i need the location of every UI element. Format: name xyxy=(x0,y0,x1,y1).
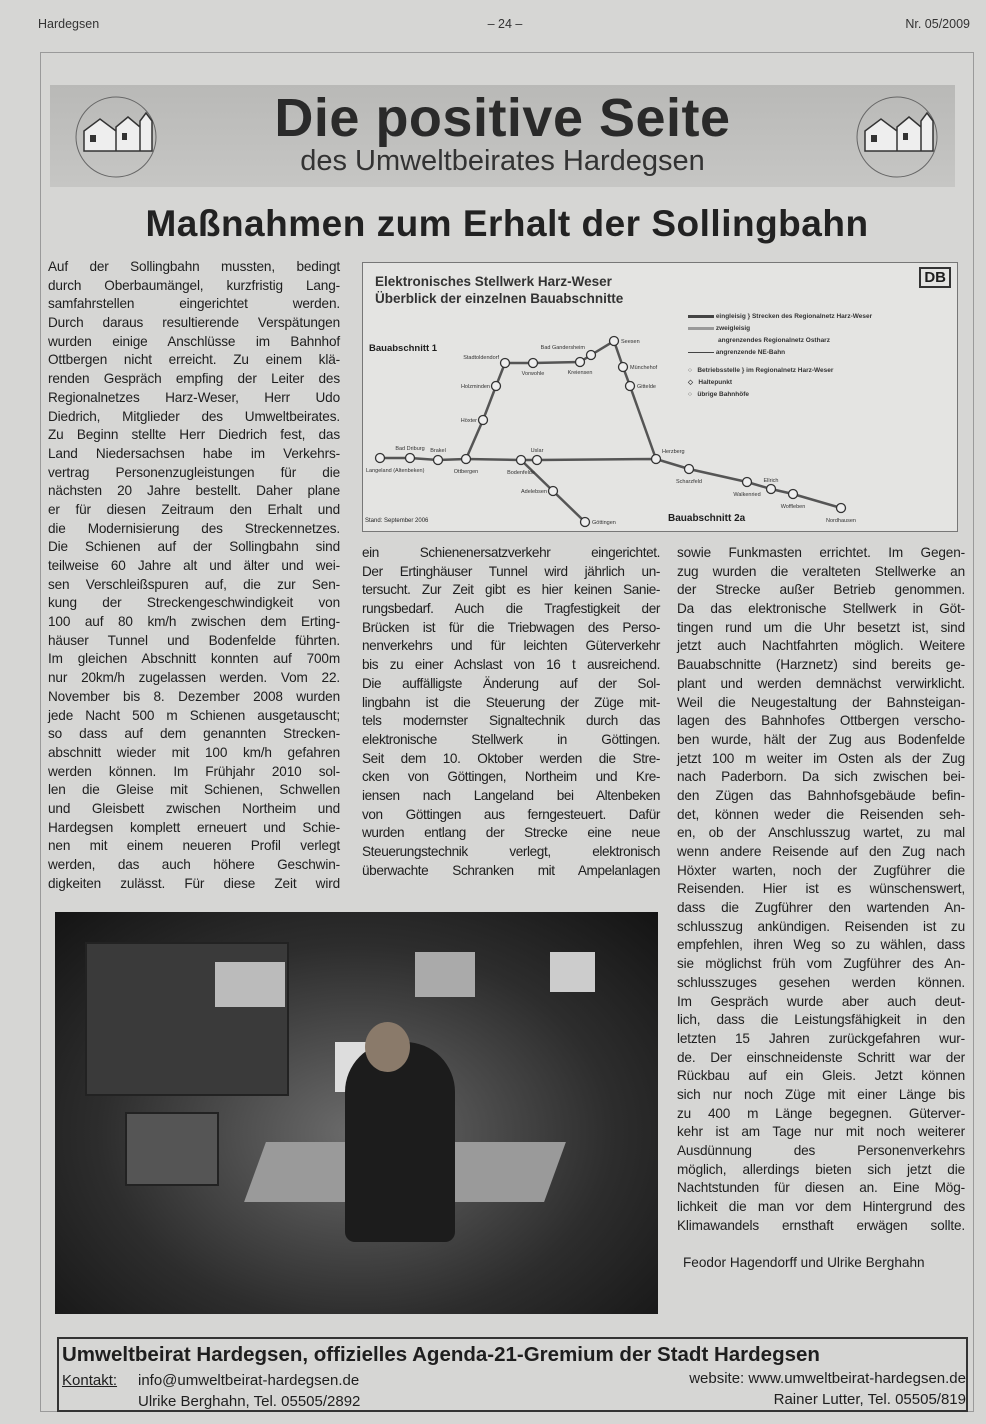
text-line: so dass auf dem genannten Strecken- xyxy=(48,726,340,742)
text-line: Regionalnetzes Harz-Weser, Herr Udo xyxy=(48,389,340,405)
station-marker xyxy=(549,487,558,496)
text-line: sie möglichst früh vom Zugführer des An- xyxy=(677,956,965,972)
banner-title: Die positive Seite xyxy=(274,88,731,148)
article-column-2 xyxy=(362,544,660,880)
text-line: jetzt 100 m weiter im Osten als der Zug xyxy=(677,750,965,766)
text-line: werden können. Im Frühjahr 2010 sol- xyxy=(48,763,340,779)
legend-uebrige: übrige Bahnhöfe xyxy=(697,391,749,398)
text-line: Hardegsen komplett erneuert und Schie- xyxy=(48,819,340,835)
station-label: Höxter xyxy=(460,418,477,424)
station-label: Brakel xyxy=(430,448,446,454)
text-line: 100 auf 80 km/h zwischen dem Erting- xyxy=(48,614,340,630)
station-marker xyxy=(462,455,471,464)
text-line: Rückbau auf ein Gleis. Jetzt können xyxy=(677,1068,965,1084)
contact-person-2: Rainer Lutter, Tel. 05505/819 xyxy=(773,1391,966,1408)
page-number: – 24 – xyxy=(487,17,523,31)
text-line: sowie Funkmasten errichtet. Im Gegen- xyxy=(677,545,965,560)
footer-title: Umweltbeirat Hardegsen, offizielles Agenda-21-Gremium der Stadt Hardegsen xyxy=(62,1343,820,1366)
text-line: zug wurden die veralteten Stellwerke an xyxy=(677,563,965,579)
map-subtitle: Überblick der einzelnen Bauabschnitte xyxy=(375,291,624,306)
station-marker xyxy=(685,465,694,474)
text-line: Reisenden. Hier ist es wünschenswert, xyxy=(677,881,965,897)
station-label: Walkenried xyxy=(733,492,761,498)
text-line: dass die Zugführer den wartenden An- xyxy=(677,900,965,916)
station-marker xyxy=(492,382,501,391)
station-label: Langeland (Altenbeken) xyxy=(366,468,425,474)
text-line: de. Der einschneidenste Schritt war der xyxy=(677,1049,965,1065)
text-line: zu 400 m Länge begegnen. Güterver- xyxy=(677,1105,965,1121)
map-title: Elektronisches Stellwerk Harz-Weser xyxy=(375,274,612,289)
text-line: jetzt auch Nachtfahrten möglich. Weitere xyxy=(677,638,965,654)
control-room-photo xyxy=(55,912,658,1314)
station-marker xyxy=(533,456,542,465)
station-marker xyxy=(789,490,798,499)
text-line: nen mit einem neueren Profil verlegt xyxy=(48,838,340,854)
text-line: Höxter warten, noch der Zugführer die xyxy=(677,862,965,878)
text-line: kung der Streckengeschwindigkeit von xyxy=(48,595,340,611)
text-line: Weil die Neugestaltung der Bahnsteigan- xyxy=(677,694,965,710)
text-line: iensen nach Langeland bei Altenbeken xyxy=(362,787,660,803)
text-line: lichkeit die man vor dem Hintergrund des xyxy=(677,1199,965,1215)
article-column-1 xyxy=(48,258,340,893)
text-line: bis zu einer Achslast von 16 t ausreichend. xyxy=(362,657,660,673)
text-line: nenverkehrs und für leichten Güterverkehr xyxy=(362,638,660,654)
text-line: Im gleichen Abschnitt konnten auf 700m xyxy=(48,651,340,667)
text-line: Der Ertinghäuser Tunnel wird jährlich un- xyxy=(362,563,660,579)
station-label: Uslar xyxy=(530,448,544,454)
station-label: Münchehof xyxy=(630,365,658,371)
text-line: cken von Göttingen, Northeim und Kre- xyxy=(362,769,660,785)
text-line: rungsbedarf. Auch die Tragfestigkeit der xyxy=(362,601,660,617)
station-marker xyxy=(837,504,846,513)
station-label: Göttingen xyxy=(592,520,616,526)
article-author: Feodor Hagendorff und Ulrike Berghahn xyxy=(683,1255,925,1270)
station-label: Gittelde xyxy=(637,384,656,390)
text-line: möglich, allerdings bieten sich jetzt die xyxy=(677,1161,965,1177)
text-line: er für diesen Zeitraum den Erhalt und xyxy=(48,501,340,517)
article-column-3 xyxy=(677,544,965,1235)
station-marker xyxy=(406,454,415,463)
legend-double-track: zweigleisig xyxy=(715,325,751,332)
db-logo: DB xyxy=(919,267,951,288)
station-label: Herzberg xyxy=(662,449,685,455)
station-label: Scharzfeld xyxy=(676,479,702,485)
text-line: häuser Tunnel und Bodenfelde führten. xyxy=(48,632,340,648)
map-stand: Stand: September 2006 xyxy=(365,518,429,524)
station-marker xyxy=(434,456,443,465)
text-line: Ottbergen nicht erreicht. Zu einem klä- xyxy=(48,352,340,368)
text-line: vertrag Personenzugleistungen für die xyxy=(48,464,340,480)
station-marker xyxy=(652,455,661,464)
text-line: Seit dem 10. Oktober werden die Stre- xyxy=(362,750,660,766)
legend-haltepunkt: Haltepunkt xyxy=(698,379,733,386)
text-line: wurden entlang der Strecke eine neue xyxy=(362,825,660,841)
station-marker xyxy=(767,485,776,494)
station-marker xyxy=(479,416,488,425)
text-line: Bauabschnitte (Harznetz) sind bereits ge- xyxy=(677,657,965,673)
contact-person: Ulrike Berghahn, Tel. 05505/2892 xyxy=(138,1393,361,1410)
text-line: ben wurde, hält der Zug aus Bodenfelde xyxy=(677,731,965,747)
article-headline: Maßnahmen zum Erhalt der Sollingbahn xyxy=(145,203,869,244)
station-marker xyxy=(619,363,628,372)
text-line: wenn andere Reisende auf den Zug nach xyxy=(677,844,965,859)
text-line: durch Oberbaumängel, kurzfristig Lang- xyxy=(48,277,340,293)
text-line: Klimawandels ernsthaft erwägen sollte. xyxy=(677,1217,965,1233)
station-label: Ottbergen xyxy=(453,469,479,475)
station-label: Bad Driburg xyxy=(395,446,425,452)
text-line: und Gleisbett zwischen Northeim und xyxy=(48,800,340,816)
station-label: Woffleben xyxy=(780,504,806,510)
text-line: tels modernster Signaltechnik durch das xyxy=(362,713,660,729)
text-line: teilweise 60 Jahre alt und älter und wei- xyxy=(48,558,340,573)
text-line: November bis 8. Dezember 2008 wurden xyxy=(48,688,340,704)
station-marker xyxy=(626,382,635,391)
text-line: empfehlen, ihren Weg so zu wählen, dass xyxy=(677,937,965,953)
legend-ostharz: angrenzendes Regionalnetz Ostharz xyxy=(718,337,830,344)
text-line: en, ob der Anschlusszug wartet, zu mal xyxy=(677,825,965,841)
text-line: Steuerungstechnik verlegt, elektronisch xyxy=(362,844,660,859)
text-line: die Modernisierung des Streckennetzes. xyxy=(48,520,340,536)
text-line: sen Verschleißspuren auf, die zur Sen- xyxy=(48,576,340,592)
station-marker xyxy=(529,359,538,368)
text-line: lingbahn ist die Steuerung der Züge mit- xyxy=(362,694,660,710)
station-marker xyxy=(743,478,752,487)
map-legend: eingleisig } Strecken des Regionalnetz Harz-Weser zweigleisig angrenzendes Regionalnetz Ostharz angrenzende NE-Bahn ○ Betriebsstelle } im Regionalnetz Harz-Weser ◇ Haltepunkt ○ übrige Bahnhöfe xyxy=(688,313,873,398)
text-line: nächsten 20 Jahre bestellt. Daher plane xyxy=(48,483,340,499)
station-marker xyxy=(581,518,590,527)
contact-label: Kontakt: xyxy=(62,1372,118,1389)
station-marker xyxy=(501,359,510,368)
text-line: Diedrich, Mitglieder des Umweltbeirates. xyxy=(48,408,340,424)
legend-im-regionalnetz: im Regionalnetz Harz-Weser xyxy=(746,367,834,374)
station-label: Stadtoldendorf xyxy=(463,355,499,361)
map-network xyxy=(363,263,959,533)
station-label: Adelebsen xyxy=(521,489,547,495)
station-label: Vorwohle xyxy=(521,371,545,377)
text-line: schlusszug ankündigen. Reisenden ist zu xyxy=(677,918,965,934)
text-line: len die Gleise mit Schienen, Schwellen xyxy=(48,782,340,798)
railway-map xyxy=(362,262,958,532)
text-line: elektronische Stellwerk in Göttingen. xyxy=(362,731,660,747)
banner-subtitle: des Umweltbeirates Hardegsen xyxy=(300,145,705,177)
text-line: wurden einige Anschlüsse im Bahnhof xyxy=(48,333,340,349)
text-line: Da das elektronische Stellwerk in Göt- xyxy=(677,601,965,617)
banner xyxy=(50,85,955,187)
issue-number: Nr. 05/2009 xyxy=(905,17,970,31)
text-line: Auf der Sollingbahn mussten, bedingt xyxy=(48,259,340,274)
station-marker xyxy=(576,358,585,367)
text-line: det, können weder die Reisenden seh- xyxy=(677,806,965,822)
station-label: Bad Gandersheim xyxy=(540,345,585,351)
text-line: samfahrstellen eingerichtet werden. xyxy=(48,296,340,312)
header-town: Hardegsen xyxy=(38,17,100,31)
text-line: digkeiten zulässt. Für diese Zeit wird xyxy=(48,875,340,891)
text-line: von Göttingen aus ferngesteuert. Dafür xyxy=(362,806,660,822)
text-line: letzten 15 Jahren zurückgefahren wur- xyxy=(677,1030,965,1046)
footer-box xyxy=(57,1337,968,1412)
legend-single-track: eingleisig xyxy=(715,313,746,320)
text-line: werden, das auch höhere Geschwin- xyxy=(48,857,340,872)
station-marker xyxy=(587,351,596,360)
station-label: Kreiensen xyxy=(567,370,593,376)
legend-strecken: Strecken des Regionalnetz Harz-Weser xyxy=(751,313,873,320)
text-line: ein Schienenersatzverkehr eingerichtet. xyxy=(362,545,660,560)
text-line: plant und werden demnächst verwirklicht. xyxy=(677,675,965,691)
text-line: kehr ist am Tage nur mit noch weiterer xyxy=(677,1124,965,1140)
text-line: tingen rund um die Uhr besetzt ist, sind xyxy=(677,619,965,635)
text-line: jede Nacht 500 m Schienen ausgetauscht; xyxy=(48,707,340,723)
station-marker xyxy=(517,456,526,465)
legend-ne-bahn: angrenzende NE-Bahn xyxy=(715,349,786,356)
station-marker xyxy=(376,454,385,463)
text-line: abschnitt wieder mit 100 km/h gefahren xyxy=(48,744,340,760)
text-line: der Strecke außer Betrieb genommen. xyxy=(677,582,965,598)
text-line: lich, dass die Leistungsfähigkeit in den xyxy=(677,1012,965,1028)
text-line: Im Gespräch wurde aber auch deut- xyxy=(677,993,965,1009)
contact-email[interactable]: info@umweltbeirat-hardegsen.de xyxy=(138,1372,360,1389)
text-line: Brücken ist für die Triebwagen des Perso- xyxy=(362,619,660,635)
text-line: renden Gespräch empfing der Leiter des xyxy=(48,371,340,387)
text-line: Zu Beginn stellte Herr Diedrich fest, das xyxy=(48,427,340,443)
text-line: sich nur noch Züge mit einer Länge bis xyxy=(677,1086,965,1102)
text-line: den Zügen das Bahnhofsgebäude befin- xyxy=(677,787,965,803)
text-line: Ausdünnung des Personenverkehrs xyxy=(677,1143,965,1158)
legend-betriebsstelle: Betriebsstelle xyxy=(697,367,740,374)
text-line: nur 20km/h zugelassen werden. Vom 22. xyxy=(48,670,340,686)
website-link[interactable]: website: www.umweltbeirat-hardegsen.de xyxy=(689,1370,966,1387)
station-marker xyxy=(610,337,619,346)
text-line: schlusszuges gesehen werden können. xyxy=(677,974,965,990)
section-1-label: Bauabschnitt 1 xyxy=(369,343,438,354)
station-label: Seesen xyxy=(621,339,640,345)
text-line: überwachte Schranken mit Ampelanlagen xyxy=(362,862,660,878)
text-line: Die Schienen auf der Sollingbahn sind xyxy=(48,539,340,555)
text-line: lagen des Bahnhofes Ottbergen verscho- xyxy=(677,713,965,729)
text-line: Nachtstunden für diesen an. Eine Mög- xyxy=(677,1180,965,1196)
text-line: Land Niedersachsen habe im Verkehrs- xyxy=(48,445,340,461)
text-line: Durch daraus resultierende Verspätungen xyxy=(48,315,340,331)
text-line: tersucht. Zur Zeit gibt es hier keinen Sanie- xyxy=(362,582,660,598)
station-label: Nordhausen xyxy=(826,518,856,524)
station-label: Holzminden xyxy=(460,384,490,390)
station-label: Bodenfelde xyxy=(507,470,535,476)
text-line: nach Paderborn. Da sich zwischen bei- xyxy=(677,769,965,785)
station-label: Ellrich xyxy=(763,478,779,484)
section-2a-label: Bauabschnitt 2a xyxy=(668,513,746,524)
text-line: Die auffälligste Änderung auf der Sol- xyxy=(362,675,660,691)
